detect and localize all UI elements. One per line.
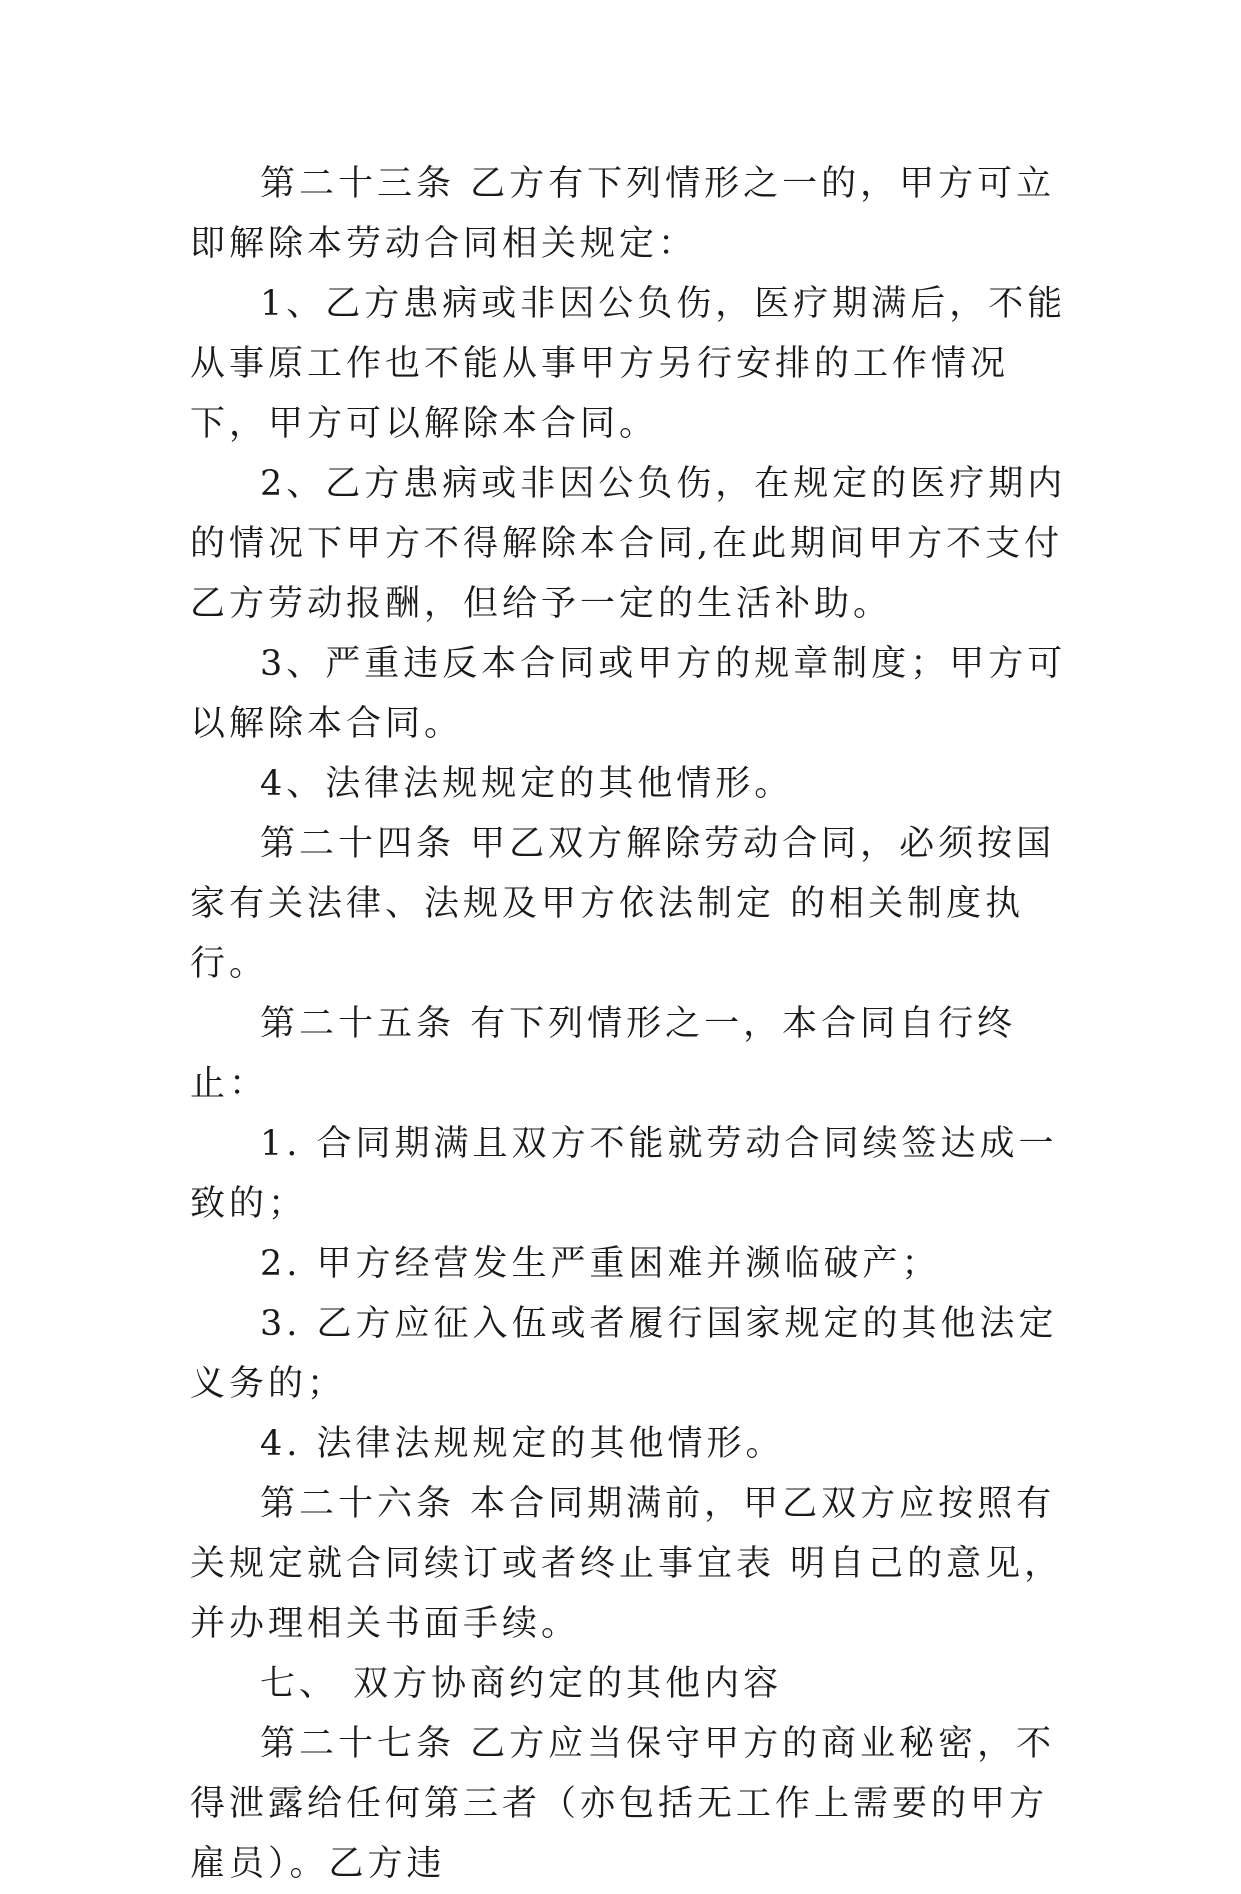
paragraph-item-3: 3. 乙方应征入伍或者履行国家规定的其他法定义务的； <box>190 1304 1058 1404</box>
paragraph-item-1: 1. 合同期满且双方不能就劳动合同续签达成一致的； <box>190 1124 1058 1224</box>
paragraph-clause-3: 3、严重违反本合同或甲方的规章制度；甲方可以解除本合同。 <box>190 644 1067 744</box>
section-heading-7: 七、 双方协商约定的其他内容 <box>260 1664 783 1704</box>
paragraph-article-26: 第二十六条 本合同期满前，甲乙双方应按照有关规定就合同续订或者终止事宜表 明自己的意见，并办理相关书面手续。 <box>190 1484 1064 1644</box>
paragraph-article-27: 第二十七条 乙方应当保守甲方的商业秘密，不得泄露给任何第三者（亦包括无工作上需要的甲方雇员）。乙方违 <box>190 1724 1056 1884</box>
paragraph-item-4: 4. 法律法规规定的其他情形。 <box>260 1424 785 1464</box>
paragraph-clause-1: 1、乙方患病或非因公负伤，医疗期满后，不能从事原工作也不能从事甲方另行安排的工作情况下，甲方可以解除本合同。 <box>190 284 1067 444</box>
paragraph-item-2: 2. 甲方经营发生严重困难并濒临破产； <box>260 1244 941 1284</box>
paragraph-clause-4: 4、法律法规规定的其他情形。 <box>260 764 794 804</box>
paragraph-article-25: 第二十五条 有下列情形之一，本合同自行终止： <box>190 1004 1017 1104</box>
paragraph-article-24: 第二十四条 甲乙双方解除劳动合同，必须按国家有关法律、法规及甲方依法制定 的相关制度执行。 <box>190 824 1056 984</box>
paragraph-clause-2: 2、乙方患病或非因公负伤，在规定的医疗期内的情况下甲方不得解除本合同,在此期间甲方不支付乙方劳动报酬，但给予一定的生活补助。 <box>190 464 1067 624</box>
paragraph-article-23: 第二十三条 乙方有下列情形之一的，甲方可立即解除本劳动合同相关规定： <box>190 164 1056 264</box>
document-body <box>190 154 1070 1894</box>
